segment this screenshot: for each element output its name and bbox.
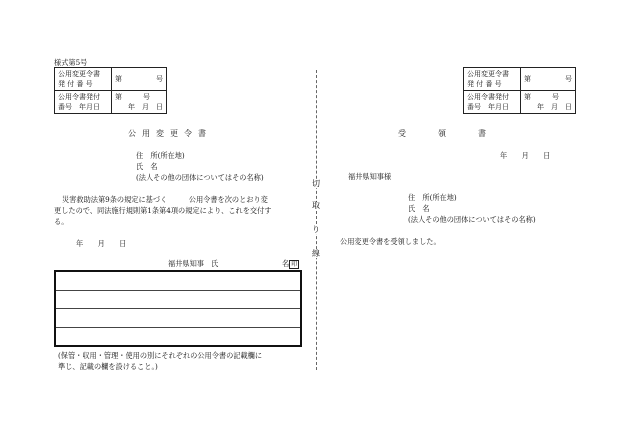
right-ref-row1-label <box>464 68 521 91</box>
right-ref-row2-value-b: 年 月 日 <box>537 103 572 111</box>
left-document-title: 公用変更令書 <box>128 129 212 138</box>
right-reference-table <box>463 67 576 114</box>
right-document-title: 受 領 書 <box>398 129 498 138</box>
left-ref-row2-value-a: 第 号 <box>115 93 150 101</box>
left-body-line-3: る。 <box>54 217 69 226</box>
left-ref-row2-value-b: 年 月 日 <box>128 103 163 111</box>
left-date: 年 月 日 <box>76 239 127 248</box>
left-body-line-2: 更したので、同法施行規則第1条第4項の規定により、これを交付す <box>54 206 272 215</box>
ledger-row <box>56 291 300 310</box>
right-address-label: 住 所(所在地) <box>408 193 457 202</box>
left-ref-row2-label <box>55 91 112 114</box>
record-ledger-table <box>54 270 302 347</box>
right-ref-row1-value-b: 号 <box>565 75 572 83</box>
right-org-note: (法人その他の団体についてはその名称) <box>408 215 536 224</box>
right-ref-row2-value-a: 第 号 <box>524 93 559 101</box>
left-ref-row2-value <box>112 91 167 114</box>
governor-name-seal <box>282 260 299 268</box>
left-reference-table <box>54 67 167 114</box>
ledger-row <box>56 328 300 347</box>
form-number: 様式第5号 <box>54 58 88 67</box>
footnote-line-2: 準じ、記載の欄を設けること。) <box>58 362 158 371</box>
addressee: 福井県知事様 <box>348 172 392 181</box>
right-ref-row2-label <box>464 91 521 114</box>
seal-mark: 印 <box>291 261 298 268</box>
ledger-row <box>56 309 300 328</box>
cut-line-char: り <box>309 226 323 234</box>
left-ref-row1-label-b: 発 付 番 号 <box>58 80 93 88</box>
governor-name-line: 福井県知事 氏 <box>168 259 219 268</box>
footnote-line-1: (保管・収用・管理・使用の別にそれぞれの公用令書の記載欄に <box>58 351 263 360</box>
ledger-row <box>56 272 300 291</box>
left-ref-row1-label-a: 公用変更令書 <box>58 70 100 78</box>
left-body-line-1: 災害救助法第9条の規定に基づく 公用令書を次のとおり変 <box>62 195 268 204</box>
receipt-statement: 公用変更令書を受領しました。 <box>340 237 441 246</box>
left-ref-row1-value-a: 第 <box>115 75 122 83</box>
left-ref-row2-label-a: 公用令書発付 <box>58 93 100 101</box>
right-ref-row1-label-b: 発 付 番 号 <box>467 80 502 88</box>
right-ref-row2-value <box>521 91 576 114</box>
left-ref-row1-label <box>55 68 112 91</box>
left-ref-row2-label-b: 番号 年月日 <box>58 103 100 111</box>
right-ref-row2-label-a: 公用令書発付 <box>467 93 509 101</box>
left-ref-row1-value <box>112 68 167 91</box>
left-org-note: (法人その他の団体についてはその名称) <box>136 173 264 182</box>
left-ref-row1-value-b: 号 <box>156 75 163 83</box>
cut-line-char: 線 <box>309 250 323 258</box>
right-ref-row2-label-b: 番号 年月日 <box>467 103 509 111</box>
name-suffix: 名 <box>282 259 290 268</box>
cut-line-char: 取 <box>309 202 323 210</box>
right-date: 年 月 日 <box>500 151 551 160</box>
right-ref-row1-label-a: 公用変更令書 <box>467 70 509 78</box>
left-name-label: 氏 名 <box>136 162 158 171</box>
right-ref-row1-value-a: 第 <box>524 75 531 83</box>
cut-line-char: 切 <box>309 180 323 188</box>
right-ref-row1-value <box>521 68 576 91</box>
cut-line <box>316 70 317 370</box>
left-address-label: 住 所(所在地) <box>136 151 185 160</box>
right-name-label: 氏 名 <box>408 204 430 213</box>
